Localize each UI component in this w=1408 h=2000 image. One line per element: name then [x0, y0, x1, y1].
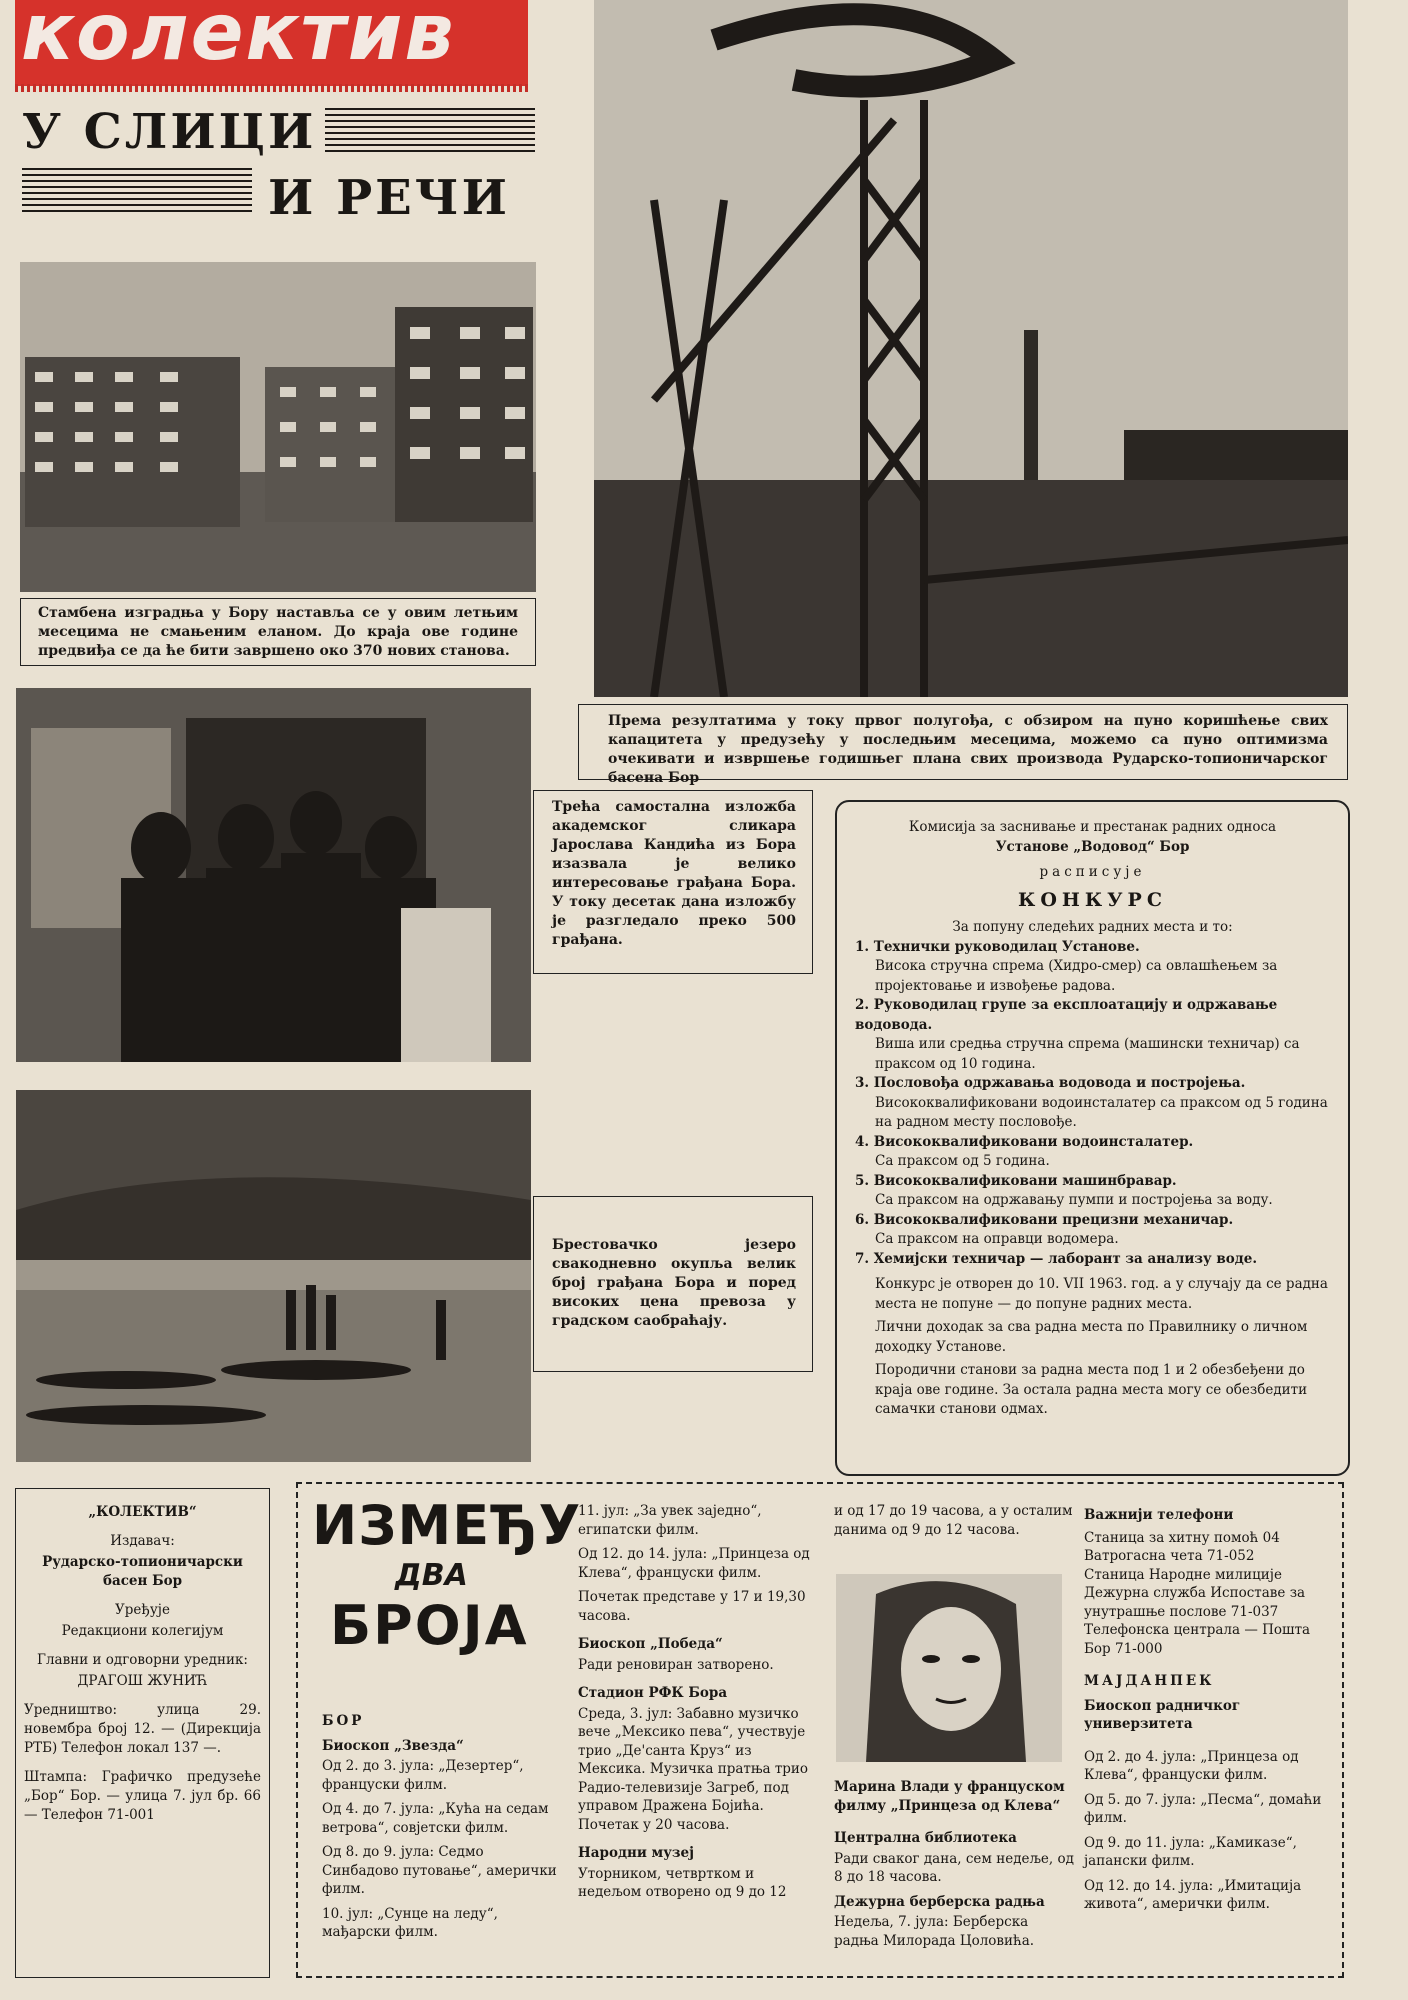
- impressum-izdavac: Издавач:: [110, 1533, 175, 1549]
- impressum-editor: ДРАГОШ ЖУНИЋ: [77, 1673, 208, 1689]
- konkurs-item: 4. Висококвалификовани водоинсталатер. Са праксом од 5 година.: [855, 1133, 1194, 1169]
- konkurs-header2: Установе „Водовод“ Бор: [995, 838, 1190, 855]
- konkurs-item: 6. Висококвалификовани прецизни механичар. Са праксом на оправци водомера.: [855, 1211, 1234, 1247]
- impressum-print: Штампа: Графичко предузеће „Бор“ Бор. — улица 7. јул бр. 66 — Телефон 71-001: [24, 1769, 261, 1823]
- list-item: Од 9. до 11. јула: „Камиказе“, јапански филм.: [1084, 1834, 1297, 1869]
- list-item: Станица Народне милиције Дежурна служба Испоставе за унутрашње послове 71-037: [1084, 1566, 1306, 1620]
- list-item: Од 8. до 9. јула: Седмо Синбадово путовање“, амерички филм.: [322, 1844, 557, 1897]
- events-col1: [322, 1712, 562, 1948]
- konkurs-header1: Комисија за заснивање и престанак радних односа: [908, 819, 1277, 835]
- subtitle-rule-right: [325, 108, 535, 152]
- events-col3: [834, 1502, 1074, 1545]
- masthead-logo: колектив: [15, 0, 528, 86]
- list-item: Од 12. до 14. јула: „Имитација живота“, амерички филм.: [1084, 1877, 1302, 1912]
- list-item: 11. јул: „За увек заједно“, египатски филм.: [578, 1503, 762, 1538]
- lake-caption: Брестовачко језеро свакодневно окупља велик број грађана Бора и поред високих цена превоза у градском саобраћају.: [552, 1237, 796, 1329]
- actress-photo: [836, 1574, 1062, 1762]
- list-item: Телефонска централа — Пошта Бор 71-000: [1084, 1622, 1311, 1657]
- list-item: 10. јул: „Сунце на леду“, мађарски филм.: [322, 1905, 498, 1940]
- events-zvezda: Биоскоп „Звезда“: [322, 1737, 464, 1754]
- konkurs-item: 7. Хемијски техничар — лаборант за анализу воде.: [855, 1250, 1258, 1267]
- konkurs-item: 1. Технички руководилац Установе. Висока стручна спрема (Хидро-смер) са овлашћењем за пројектовање и извођење радова.: [855, 938, 1278, 994]
- subtitle-rule-left: [22, 168, 252, 212]
- events-berberska-text: Недеља, 7. јула: Берберска радња Милорада Цоловића.: [834, 1914, 1035, 1949]
- events-title-3: БРОЈА: [330, 1594, 529, 1657]
- events-col4: [1084, 1506, 1324, 1920]
- impressum-editor-label: Главни и одговорни уредник:: [37, 1652, 248, 1668]
- industrial-photo: [594, 0, 1348, 697]
- konkurs-p3: Породични станови за радна места под 1 и 2 обезбеђени до краја ове године. За остала радна места могу се обезбедити самачки станови одмах.: [875, 1362, 1308, 1417]
- list-item: Од 12. до 14. јула: „Принцеза од Клева“, француски филм.: [578, 1546, 810, 1581]
- events-col3-top: и од 17 до 19 часова, а у осталим данима од 9 до 12 часова.: [834, 1503, 1073, 1538]
- events-title-2: ДВА: [395, 1558, 468, 1593]
- events-biblioteka-text: Ради сваког дана, сем недеље, од 8 до 18 часова.: [834, 1850, 1074, 1885]
- events-telefoni: Важнији телефони: [1084, 1507, 1234, 1523]
- list-item: Од 2. до 4. јула: „Принцеза од Клева“, француски филм.: [1084, 1748, 1299, 1783]
- list-item: Почетак представе у 17 и 19,30 часова.: [578, 1589, 806, 1624]
- events-stadion-text: Среда, 3. јул: Забавно музичко вече „Мексико пева“, учествује трио „Де'санта Круз“ из Мексика. Музичка пратња трио Радио-телевизије Загреб, под управом Дражена Бојића. Почетак у 20 часова.: [578, 1705, 809, 1833]
- konkurs-box: [835, 800, 1350, 1476]
- exhibition-photo: [16, 688, 531, 1062]
- impressum-kolegijum: Редакциони колегијум: [61, 1623, 224, 1639]
- konkurs-raspisuje: расписује: [1039, 864, 1146, 880]
- list-item: Од 5. до 7. јула: „Песма“, домаћи филм.: [1084, 1791, 1322, 1826]
- events-stadion: Стадион РФК Бора: [578, 1685, 728, 1701]
- konkurs-item: 2. Руководилац групе за експлоатацију и одржавање водовода. Виша или средња стручна спрема (машински техничар) са праксом од 10 година.: [855, 997, 1300, 1072]
- events-bioskop-ru: Биоскоп радничког универзитета: [1084, 1697, 1241, 1732]
- events-pobeda: Биоскоп „Победа“: [578, 1636, 723, 1652]
- konkurs-item: 3. Пословођа одржавања водовода и постројења. Висококвалификовани водоинсталатер са праксом од 5 година на радном месту пословође.: [855, 1075, 1328, 1130]
- list-item: Од 2. до 3. јула: „Дезертер“, француски филм.: [322, 1758, 524, 1793]
- events-title-1: ИЗМЕЂУ: [312, 1494, 582, 1557]
- events-muzej: Народни музеј: [578, 1845, 694, 1861]
- events-berberska: Дежурна берберска радња: [834, 1893, 1045, 1910]
- list-item: Од 4. до 7. јула: „Кућа на седам ветрова“, совјетски филм.: [322, 1801, 549, 1836]
- exhibition-caption: Трећа самостална изложба академског сликара Јарослава Кандића из Бора изазвала је велико интересовање грађана Бора. У току десетак дана изложбу је разгледало преко 500 грађана.: [552, 799, 796, 948]
- masthead-stripes: [15, 84, 528, 92]
- list-item: Станица за хитну помоћ 04: [1084, 1529, 1280, 1546]
- housing-caption: Стамбена изградња у Бору наставља се у овим летњим месецима не смањеним еланом. До краја ове године предвиђа се да ће бити завршено око 370 нових станова.: [38, 605, 518, 659]
- konkurs-p2: Лични доходак за сва радна места по Правилнику о личном доходку Установе.: [875, 1319, 1308, 1355]
- actress-caption: Марина Влади у француском филму „Принцеза од Клева“: [834, 1779, 1065, 1814]
- housing-photo: [20, 262, 536, 592]
- industrial-caption: Према резултатима у току првог полугођа, с обзиром на пуно коришћење свих капацитета у предузећу у последњим месецима, можемо са пуно оптимизма очекивати и извршење годишњег плана свих производа Рударско-топионичарског басена Бор: [608, 713, 1328, 786]
- konkurs-item: 5. Висококвалификовани машинбравар. Са праксом на одржавању пумпи и постројења за воду.: [855, 1172, 1273, 1208]
- konkurs-title: КОНКУРС: [1018, 888, 1167, 911]
- impressum-publisher: Рударско-топионичарски басен Бор: [42, 1554, 243, 1589]
- events-col2: [578, 1502, 818, 1908]
- list-item: Ватрогасна чета 71-052: [1084, 1548, 1255, 1564]
- impressum-name: „КОЛЕКТИВ“: [88, 1504, 197, 1520]
- subtitle-line2: И РЕЧИ: [268, 170, 510, 226]
- events-biblioteka: Централна библиотека: [834, 1830, 1017, 1846]
- lake-photo: [16, 1090, 531, 1462]
- events-majdanpek: МАЈДАНПЕК: [1084, 1673, 1215, 1689]
- events-pobeda-text: Ради реновиран затворено.: [578, 1656, 774, 1673]
- impressum-address: Уредништво: улица 29. новембра број 12. — (Дирекција РТБ) Телефон локал 137 —.: [24, 1702, 261, 1756]
- subtitle-line1: У СЛИЦИ: [22, 104, 317, 160]
- konkurs-p1: Конкурс је отворен до 10. VII 1963. год. а у случају да се радна места не попуне — до попуне радних места.: [875, 1276, 1328, 1312]
- events-muzej-text: Уторником, четвртком и недељом отворено од 9 до 12: [578, 1865, 787, 1900]
- events-col3-bottom: [834, 1778, 1074, 1956]
- impressum-box: [15, 1488, 270, 1978]
- events-bor: БОР: [322, 1713, 365, 1729]
- impressum-uredjuje: Уређује: [115, 1602, 170, 1618]
- konkurs-intro: За попуну следећих радних места и то:: [952, 919, 1233, 935]
